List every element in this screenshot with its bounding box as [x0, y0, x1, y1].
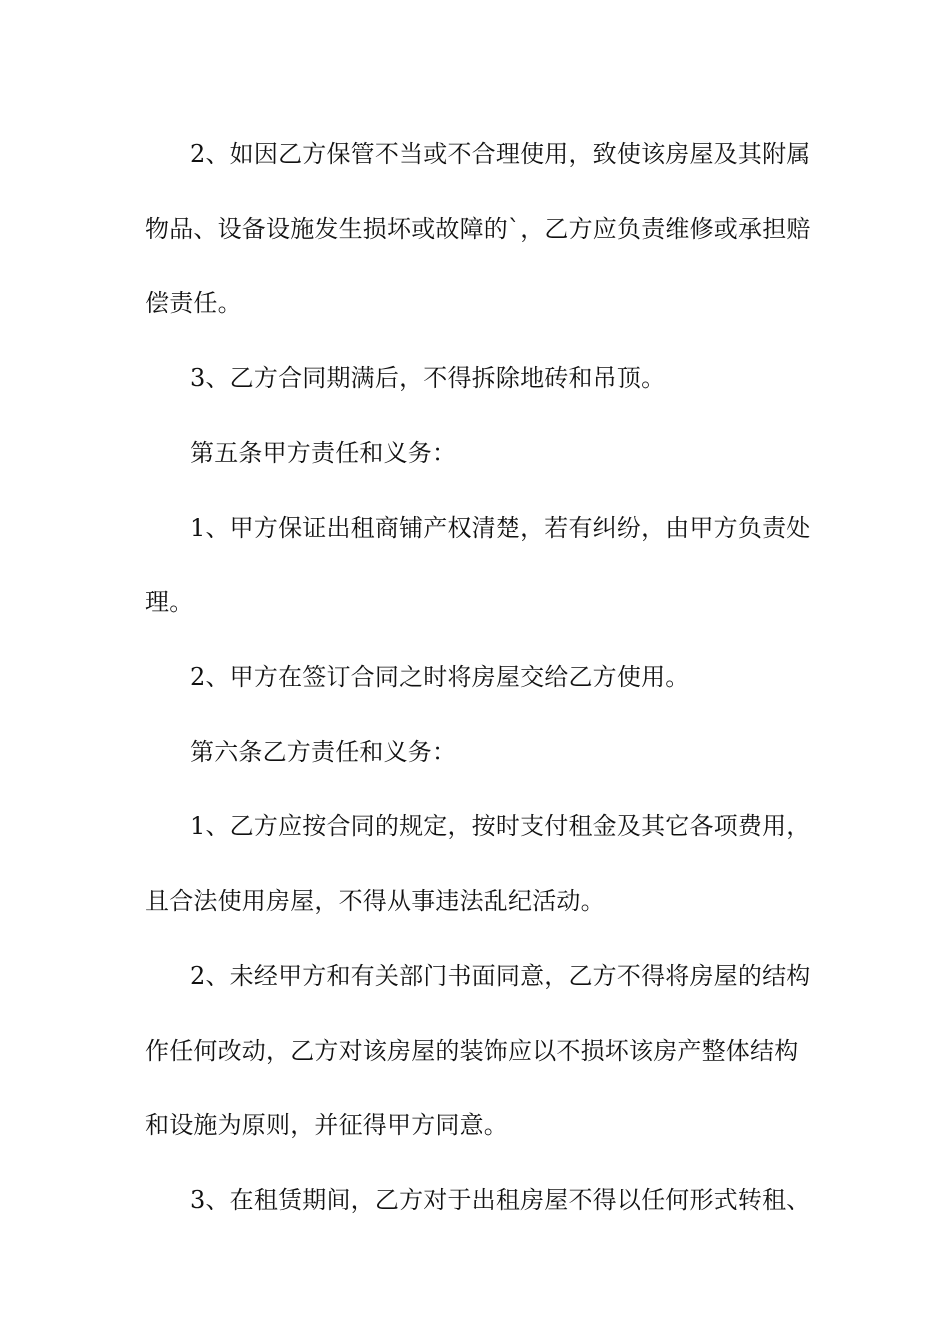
paragraph-line: 2、甲方在签订合同之时将房屋交给乙方使用。: [190, 663, 690, 691]
paragraph-line: 偿责任。: [145, 289, 242, 317]
paragraph-line: 2、如因乙方保管不当或不合理使用，致使该房屋及其附属: [190, 140, 811, 168]
paragraph-line: 和设施为原则，并征得甲方同意。: [145, 1111, 508, 1139]
section-heading: 第六条乙方责任和义务：: [190, 738, 457, 766]
section-heading: 第五条甲方责任和义务：: [190, 439, 457, 467]
paragraph-line: 3、在租赁期间，乙方对于出租房屋不得以任何形式转租、: [190, 1186, 811, 1214]
paragraph-line: 物品、设备设施发生损坏或故障的`，乙方应负责维修或承担赔: [145, 215, 811, 243]
paragraph-line: 3、乙方合同期满后，不得拆除地砖和吊顶。: [190, 364, 666, 392]
paragraph-line: 理。: [145, 588, 194, 616]
paragraph-line: 1、甲方保证出租商铺产权清楚，若有纠纷，由甲方负责处: [190, 514, 811, 542]
paragraph-line: 作任何改动，乙方对该房屋的装饰应以不损坏该房产整体结构: [145, 1037, 799, 1065]
paragraph-line: 2、未经甲方和有关部门书面同意，乙方不得将房屋的结构: [190, 962, 811, 990]
paragraph-line: 且合法使用房屋，不得从事违法乱纪活动。: [145, 887, 605, 915]
paragraph-line: 1、乙方应按合同的规定，按时支付租金及其它各项费用，: [190, 812, 811, 840]
